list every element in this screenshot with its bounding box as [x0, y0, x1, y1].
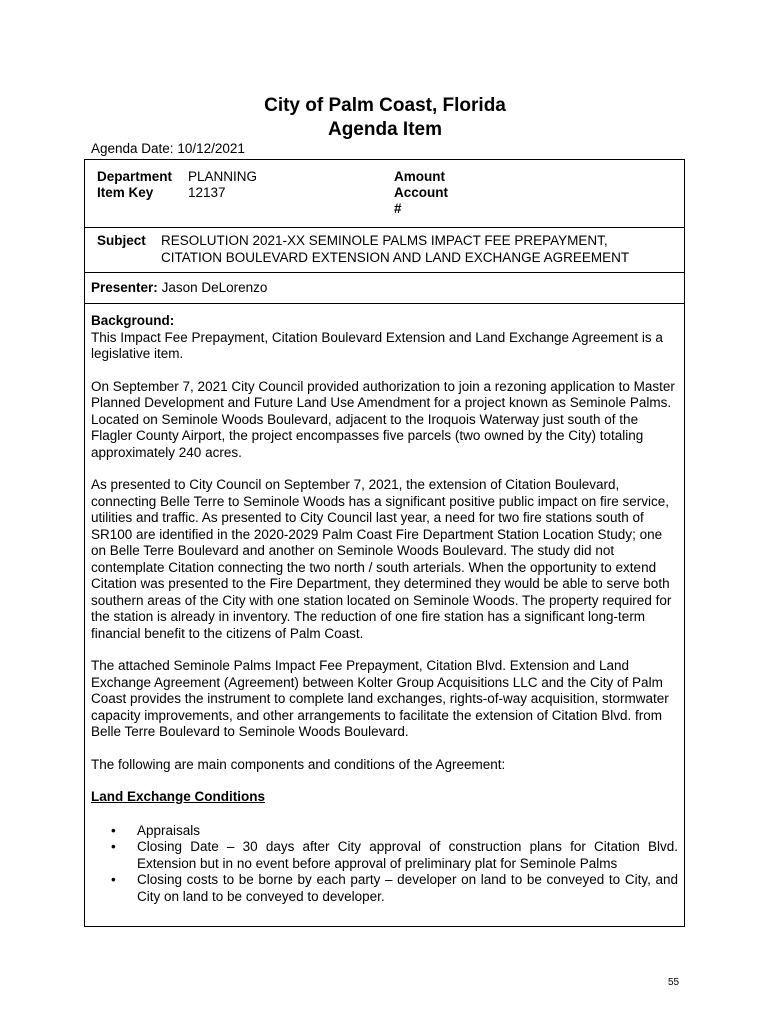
subject-label: Subject [97, 233, 146, 248]
subject-line-1: RESOLUTION 2021-XX SEMINOLE PALMS IMPACT FEE PREPAYMENT, [161, 233, 608, 248]
details-row [85, 160, 684, 227]
list-item: • Closing Date – 30 days after City approval of construction plans for Citation Blvd. Extension but in no event before approval of preliminary plat for Seminole Palms [137, 839, 678, 872]
department-value: PLANNING [188, 169, 258, 184]
list-item: • Closing costs to be borne by each party – developer on land to be conveyed to City, and City on land to be conveyed to developer. [137, 872, 678, 905]
title-line-1: City of Palm Coast, Florida [264, 95, 506, 116]
page-title [0, 94, 770, 142]
agenda-item-box [84, 159, 685, 927]
background-paragraph: The attached Seminole Palms Impact Fee Prepayment, Citation Blvd. Extension and Land Exchange Agreement (Agreement) between Kolter Group Acquisitions LLC and the City of Palm Coast provides the instrument to complete land exchanges, rights-of-way acquisition, stormwater capacity improvements, and other arrangements to facilitate the extension of Citation Blvd. from Belle Terre Boulevard to Seminole Woods Boulevard. [91, 658, 669, 739]
subject-row [85, 228, 684, 272]
department-label: Department [97, 169, 173, 184]
agenda-date: Agenda Date: 10/12/2021 [91, 141, 245, 156]
title-line-2: Agenda Item [327, 119, 443, 140]
background-heading: Background: [91, 313, 175, 328]
subject-line-2: CITATION BOULEVARD EXTENSION AND LAND EXCHANGE AGREEMENT [161, 250, 630, 265]
item-key-label: Item Key [97, 185, 154, 200]
list-item: • Appraisals [137, 823, 678, 840]
land-exchange-list [91, 823, 678, 906]
background-paragraph: As presented to City Council on September 7, 2021, the extension of Citation Boulevard, connecting Belle Terre to Seminole Woods has a significant positive public impact on fire service, utilities and traffic. As presented to City Council last year, a need for two fire stations south of SR100 are identified in the 2020-2029 Palm Coast Fire Department Station Location Study; one on Belle Terre Boulevard and another on Seminole Woods Boulevard. The study did not contemplate Citation connecting the two north / south arterials. When the opportunity to extend Citation was presented to the Fire Department, they determined they would be able to serve both southern areas of the City with one station located on Seminole Woods. The property required for the station is already in inventory. The reduction of one fire station has a significant long-term financial benefit to the citizens of Palm Coast. [91, 477, 672, 641]
account-label: Account [394, 185, 448, 200]
presenter-label: Presenter: [91, 280, 158, 295]
presenter-name: Jason DeLorenzo [161, 280, 268, 295]
background-section [85, 305, 684, 905]
item-key-value: 12137 [188, 185, 226, 200]
land-exchange-heading: Land Exchange Conditions [91, 789, 266, 804]
page-number: 55 [668, 977, 680, 988]
amount-label: Amount [394, 169, 445, 184]
account-hash: # [394, 201, 402, 216]
presenter-row [85, 273, 684, 303]
background-paragraph: This Impact Fee Prepayment, Citation Boulevard Extension and Land Exchange Agreement is a legislative item. [91, 329, 663, 361]
background-paragraph: On September 7, 2021 City Council provided authorization to join a rezoning application to Master Planned Development and Future Land Use Amendment for a project known as Seminole Palms. Located on Seminole Woods Boulevard, adjacent to the Iroquois Waterway just south of the Flagler County Airport, the project encompasses five parcels (two owned by the City) totaling approximately 240 acres. [91, 378, 675, 460]
background-paragraph: The following are main components and conditions of the Agreement: [91, 756, 506, 772]
divider [85, 303, 684, 304]
